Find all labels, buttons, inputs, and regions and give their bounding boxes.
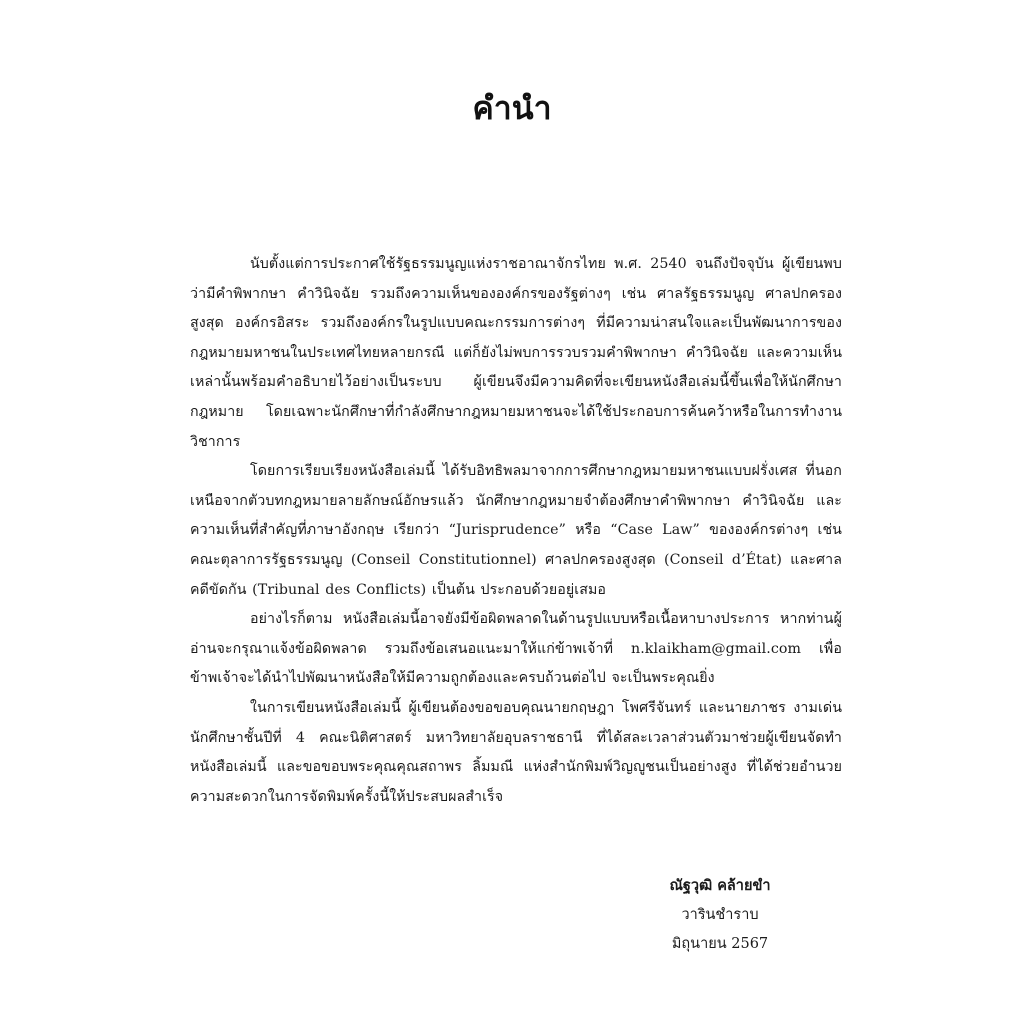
paragraph-2: โดยการเรียบเรียงหนังสือเล่มนี้ ได้รับอิทธิพลมาจากการศึกษากฎหมายมหาชนแบบฝรั่งเศส ที่นอกเหนือจากตัวบทกฎหมายลายลักษณ์อักษรแล้ว นักศึกษากฎหมายจำต้องศึกษาคำพิพากษา คำวินิจฉัย และความเห็นที่สำคัญที่ภาษาอังกฤษ เรียกว่า “Jurisprudence” หรือ “Case Law” ขององค์กรต่างๆ เช่น คณะตุลาการรัฐธรรมนูญ (Conseil Constitutionnel) ศาลปกครองสูงสุด (Conseil d’État) และศาลคดีขัดกัน (Tribunal des Conflicts) เป็นต้น ประกอบด้วยอยู่เสมอ (190, 463, 842, 598)
page-title: คำนำ (472, 89, 552, 127)
signature-date: มิถุนายน 2567 (671, 936, 769, 952)
signature-place: วารินชำราบ (681, 907, 759, 923)
paragraph-1: นับตั้งแต่การประกาศใช้รัฐธรรมนูญแห่งราชอาณาจักรไทย พ.ศ. 2540 จนถึงปัจจุบัน ผู้เขียนพบว่ามีคำพิพากษา คำวินิจฉัย รวมถึงความเห็นขององค์กรของรัฐต่างๆ เช่น ศาลรัฐธรรมนูญ ศาลปกครองสูงสุด องค์กรอิสระ รวมถึงองค์กรในรูปแบบคณะกรรมการต่างๆ ที่มีความน่าสนใจและเป็นพัฒนาการของกฎหมายมหาชนในประเทศไทยหลายกรณี แต่ก็ยังไม่พบการรวบรวมคำพิพากษา คำวินิจฉัย และความเห็นเหล่านั้นพร้อมคำอธิบายไว้อย่างเป็นระบบ ผู้เขียนจึงมีความคิดที่จะเขียนหนังสือเล่มนี้ขึ้นเพื่อให้นักศึกษากฎหมาย โดยเฉพาะนักศึกษาที่กำลังศึกษากฎหมายมหาชนจะได้ใช้ประกอบการค้นคว้าหรือในการทำงานวิชาการ (190, 256, 842, 450)
paragraph-4: ในการเขียนหนังสือเล่มนี้ ผู้เขียนต้องขอขอบคุณนายกฤษฎา โพศรีจันทร์ และนายภาชร งามเด่น นักศึกษาชั้นปีที่ 4 คณะนิติศาสตร์ มหาวิทยาลัยอุบลราชธานี ที่ได้สละเวลาส่วนตัวมาช่วยผู้เขียนจัดทำหนังสือเล่มนี้ และขอขอบพระคุณคุณสถาพร ลิ้มมณี แห่งสำนักพิมพ์วิญญูชนเป็นอย่างสูง ที่ได้ช่วยอำนวยความสะดวกในการจัดพิมพ์ครั้งนี้ให้ประสบผลสำเร็จ (190, 699, 842, 805)
author-name: ณัฐวุฒิ คล้ายขำ (669, 878, 771, 894)
signature-block (620, 872, 820, 959)
paragraph-3: อย่างไรก็ตาม หนังสือเล่มนี้อาจยังมีข้อผิดพลาดในด้านรูปแบบหรือเนื้อหาบางประการ หากท่านผู้อ่านจะกรุณาแจ้งข้อผิดพลาด รวมถึงข้อเสนอแนะมาให้แก่ข้าพเจ้าที่ n.klaikham@gmail.com เพื่อข้าพเจ้าจะได้นำไปพัฒนาหนังสือให้มีความถูกต้องและครบถ้วนต่อไป จะเป็นพระคุณยิ่ง (190, 611, 842, 687)
preface-body (190, 250, 842, 812)
